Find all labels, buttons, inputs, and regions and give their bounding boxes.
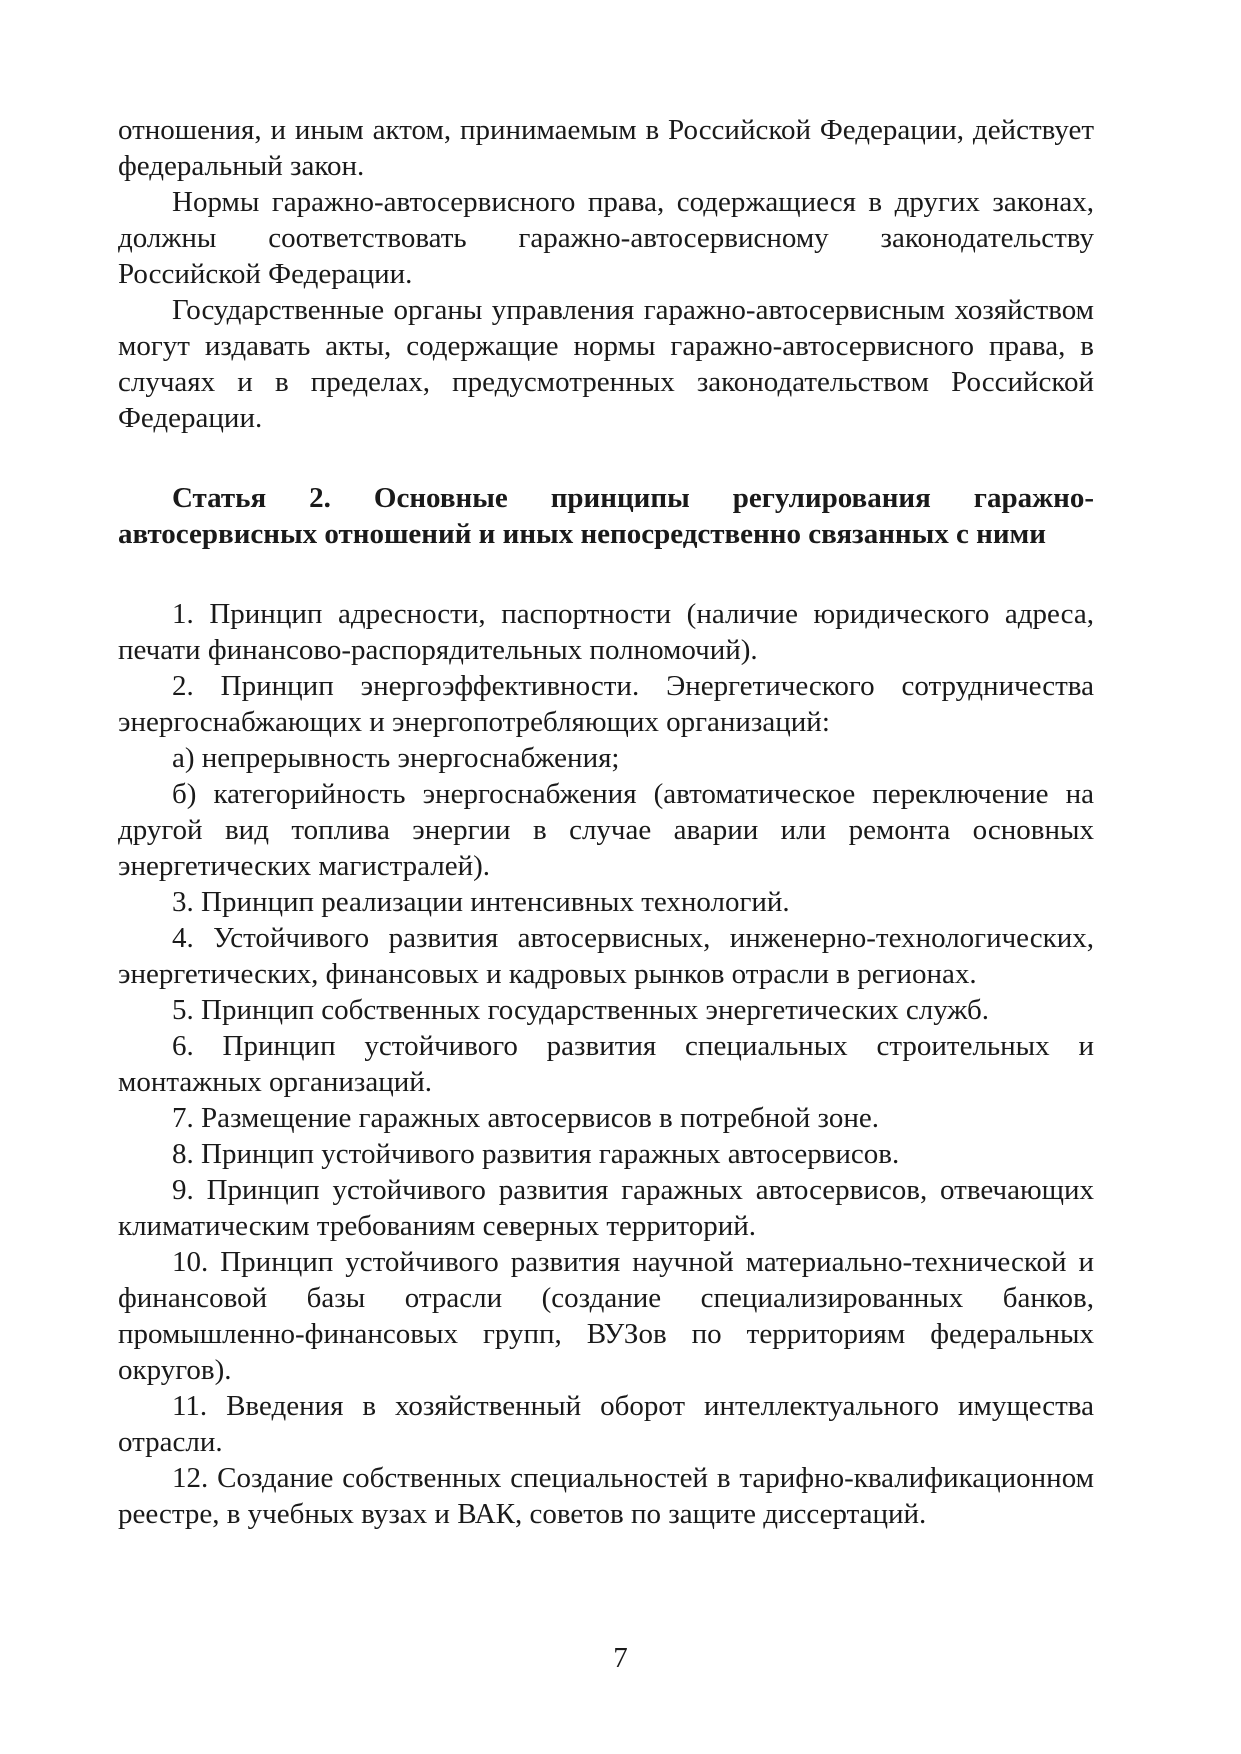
list-item: 11. Введения в хозяйственный оборот интеллектуального имущества отрасли.: [118, 1390, 1094, 1458]
list-item: 10. Принцип устойчивого развития научной материально-технической и финансовой базы отрасли (создание специализированных банков, промышленно-финансовых групп, ВУЗов по территориям федеральных округов).: [118, 1246, 1094, 1386]
list-item: 1. Принцип адресности, паспортности (наличие юридического адреса, печати финансово-распорядительных полномочий).: [118, 598, 1094, 666]
list-item: 7. Размещение гаражных автосервисов в потребной зоне.: [172, 1102, 879, 1134]
principles-list: [118, 596, 1094, 1532]
intro-paragraph: Нормы гаражно-автосервисного права, содержащиеся в других законах, должны соответствовать гаражно-автосервисному законодательству Российской Федерации.: [118, 186, 1094, 290]
list-item: б) категорийность энергоснабжения (автоматическое переключение на другой вид топлива энергии в случае аварии или ремонта основных энергетических магистралей).: [118, 778, 1094, 882]
list-item: а) непрерывность энергоснабжения;: [172, 742, 620, 774]
list-item: 12. Создание собственных специальностей в тарифно-квалификационном реестре, в учебных вузах и ВАК, советов по защите диссертаций.: [118, 1462, 1094, 1530]
document-page: [118, 112, 1094, 1532]
article-heading: Статья 2. Основные принципы регулирования гаражно-автосервисных отношений и иных непосредственно связанных с ними: [118, 482, 1094, 550]
list-item: 9. Принцип устойчивого развития гаражных автосервисов, отвечающих климатическим требованиям северных территорий.: [118, 1174, 1094, 1242]
list-item: 8. Принцип устойчивого развития гаражных автосервисов.: [172, 1138, 900, 1170]
page-number: 7: [613, 1642, 628, 1674]
list-item: 5. Принцип собственных государственных энергетических служб.: [172, 994, 989, 1026]
intro-paragraph-continuation: отношения, и иным актом, принимаемым в Российской Федерации, действует федеральный закон.: [118, 114, 1094, 182]
list-item: 4. Устойчивого развития автосервисных, инженерно-технологических, энергетических, финансовых и кадровых рынков отрасли в регионах.: [118, 922, 1094, 990]
intro-paragraph: Государственные органы управления гаражно-автосервисным хозяйством могут издавать акты, содержащие нормы гаражно-автосервисного права, в случаях и в пределах, предусмотренных законодательством Российской Федерации.: [118, 294, 1094, 434]
list-item: 2. Принцип энергоэффективности. Энергетического сотрудничества энергоснабжающих и энергопотребляющих организаций:: [118, 670, 1094, 738]
list-item: 6. Принцип устойчивого развития специальных строительных и монтажных организаций.: [118, 1030, 1094, 1098]
list-item: 3. Принцип реализации интенсивных технологий.: [172, 886, 790, 918]
